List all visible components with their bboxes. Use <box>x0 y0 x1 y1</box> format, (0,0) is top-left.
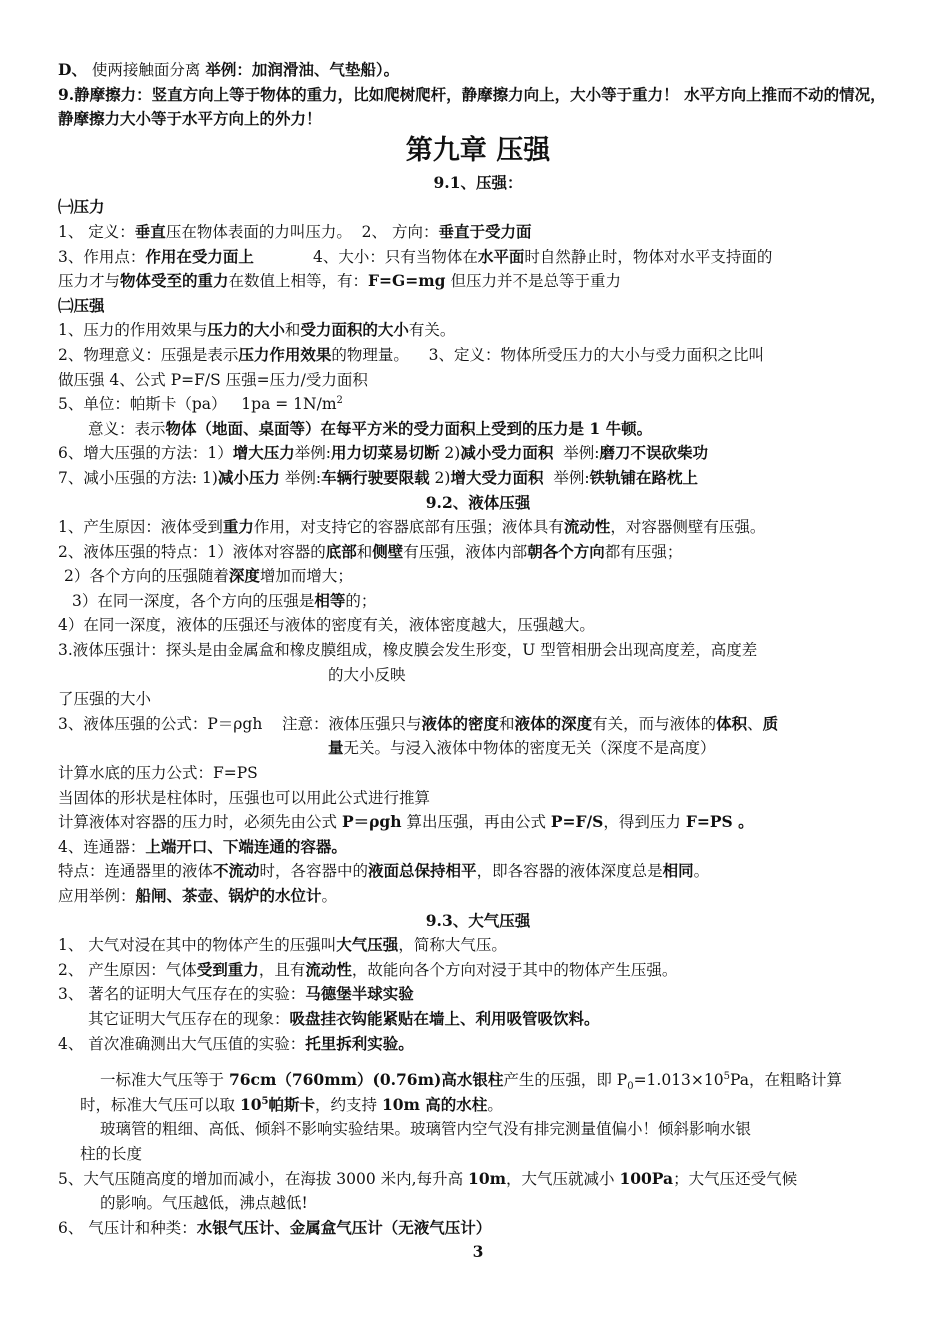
container-force-line: 计算液体对容器的压力时，必须先由公式 P＝ρgh 算出压强，再由公式 P=F/S，得到压力 F=PS 。 <box>58 812 754 832</box>
connector-feature-line: 特点：连通器里的液体不流动时，各容器中的液面总保持相平，即各容器的液体深度总是相同。 <box>58 861 710 881</box>
liquid-gauge-end-line: 了压强的大小 <box>58 690 152 709</box>
pressure-magnitude-line: 压力才与物体受至的重力在数值上相等，有：F=G=mg 但压力并不是总等于重力 <box>58 271 621 291</box>
connector-example-line: 应用举例：船闸、茶壶、锅炉的水位计。 <box>58 886 338 905</box>
section-9-2-heading: 9.2、液体压强 <box>425 492 531 512</box>
decrease-pressure-line: 7、减小压强的方法: 1)减小压力 举例:车辆行驶要限载 2)增大受力面积 举例:铁轨铺在路枕上 <box>58 467 699 487</box>
atm-cause-line: 2、 产生原因：气体受到重力，且有流动性，故能向各个方向对浸于其中的物体产生压强。 <box>58 959 678 979</box>
atm-phenomena-line: 其它证明大气压存在的现象：吸盘挂衣钩能紧贴在墙上、利用吸管吸饮料。 <box>88 1008 600 1028</box>
line-friction-d: D、 使两接触面分离 举例：加润滑油、气垫船）。 <box>58 60 400 79</box>
page-number: 3 <box>472 1242 484 1262</box>
pressure-effect-line: 1、压力的作用效果与压力的大小和受力面积的大小有关。 <box>58 320 456 340</box>
blank-gap <box>58 1056 898 1068</box>
solid-column-line: 当固体的形状是柱体时，压强也可以用此公式进行推算 <box>58 788 431 807</box>
bottom-force-line: 计算水底的压力公式：F=PS <box>58 764 258 783</box>
pressure-point-line: 3、作用点：作用在受力面上 4、大小：只有当物体在水平面时自然静止时，物体对水平支持面的 <box>58 246 773 266</box>
atm-definition-line: 1、 大气对浸在其中的物体产生的压强叫大气压强，简称大气压。 <box>58 935 507 955</box>
barometer-line: 6、 气压计和种类：水银气压计、金属盒气压计（无液气压计） <box>58 1217 492 1237</box>
section-9-3-heading: 9.3、大气压强 <box>425 910 531 930</box>
standard-atm-line: 一标准大气压等于 76cm（760mm）(0.76m)高水银柱产生的压强，即 $P_0=1.013\times 10^5Pa$，在粗略计算 <box>100 1070 842 1093</box>
liquid-gauge-cont-line: 的大小反映 <box>328 665 406 684</box>
pressure-formula-line: 做压强 4、公式 P=F/S 压强=压力/受力面积 <box>58 370 368 389</box>
pressure-unit-line: 5、单位：帕斯卡（pa） $1pa = 1N/m^2$ <box>58 394 343 414</box>
liquid-cause-line: 1、产生原因：液体受到重力作用，对支持它的容器底部有压强；液体具有流动性，对容器侧壁有压强。 <box>58 517 766 537</box>
document-page <box>58 58 898 1265</box>
standard-atm-cont-line: 时，标准大气压可以取 $10^5$帕斯卡，约支持 10m 高的水柱。 <box>80 1094 503 1114</box>
altitude-cont-line: 的影响。气压越低，沸点越低! <box>100 1194 308 1213</box>
line-static-friction: 9.静摩擦力：竖直方向上等于物体的重力，比如爬树爬杆，静摩擦力向上，大小等于重力！ 水平方向上推而不动的情况，静摩擦力大小等于水平方向上的外力！ <box>58 84 886 129</box>
subheading-pressure: ㈡压强 <box>58 295 105 315</box>
connector-definition-line: 4、连通器：上端开口、下端连通的容器。 <box>58 836 347 856</box>
increase-pressure-line: 6、增大压强的方法：1）增大压力举例:用力切菜易切断 2)减小受力面积 举例:磨刀不误砍柴功 <box>58 443 708 463</box>
section-9-1-heading: 9.1、压强： <box>433 172 523 192</box>
pressure-definition-line: 1、 定义：垂直压在物体表面的力叫压力。 2、 方向：垂直于受力面 <box>58 221 532 241</box>
atm-measure-line: 4、 首次准确测出大气压值的实验：托里拆利实验。 <box>58 1033 414 1053</box>
glass-tube-line: 玻璃管的粗细、高低、倾斜不影响实验结果。玻璃管内空气没有排完测量值偏小！倾斜影响水银 <box>100 1120 752 1139</box>
liquid-feature-2-line: 2）各个方向的压强随着深度增加而增大； <box>64 566 353 586</box>
liquid-formula-line: 3、液体压强的公式：P＝ρgh 注意：液体压强只与液体的密度和液体的深度有关，而与液体的体积、质 <box>58 713 779 733</box>
liquid-feature-line: 2、液体压强的特点：1）液体对容器的底部和侧壁有压强，液体内部朝各个方向都有压强； <box>58 541 683 561</box>
liquid-formula-note-line: 量无关。与浸入液体中物体的密度无关（深度不是高度） <box>328 738 716 758</box>
subheading-pressure-force: ㈠压力 <box>58 197 105 217</box>
liquid-gauge-line: 3.液体压强计：探头是由金属盒和橡皮膜组成，橡皮膜会发生形变，U 型管相册会出现高度差，高度差 <box>58 641 758 660</box>
chapter-title: 第九章 压强 <box>405 134 551 166</box>
pressure-meaning-line: 2、物理意义：压强是表示压力作用效果的物理量。 3、定义：物体所受压力的大小与受力面积之比叫 <box>58 344 764 364</box>
atm-experiment-line: 3、 著名的证明大气压存在的实验：马德堡半球实验 <box>58 984 414 1004</box>
liquid-feature-4-line: 4）在同一深度，液体的压强还与液体的密度有关，液体密度越大，压强越大。 <box>58 616 595 635</box>
glass-tube-cont-line: 柱的长度 <box>80 1144 143 1163</box>
liquid-feature-3-line: 3）在同一深度，各个方向的压强是相等的； <box>72 590 377 610</box>
altitude-line: 5、大气压随高度的增加而减小，在海拔 3000 米内,每升高 10m，大气压就减小 100Pa；大气压还受气候 <box>58 1168 798 1188</box>
pressure-unit-meaning-line: 意义：表示物体（地面、桌面等）在每平方米的受力面积上受到的压力是 1 牛顿。 <box>88 418 653 438</box>
